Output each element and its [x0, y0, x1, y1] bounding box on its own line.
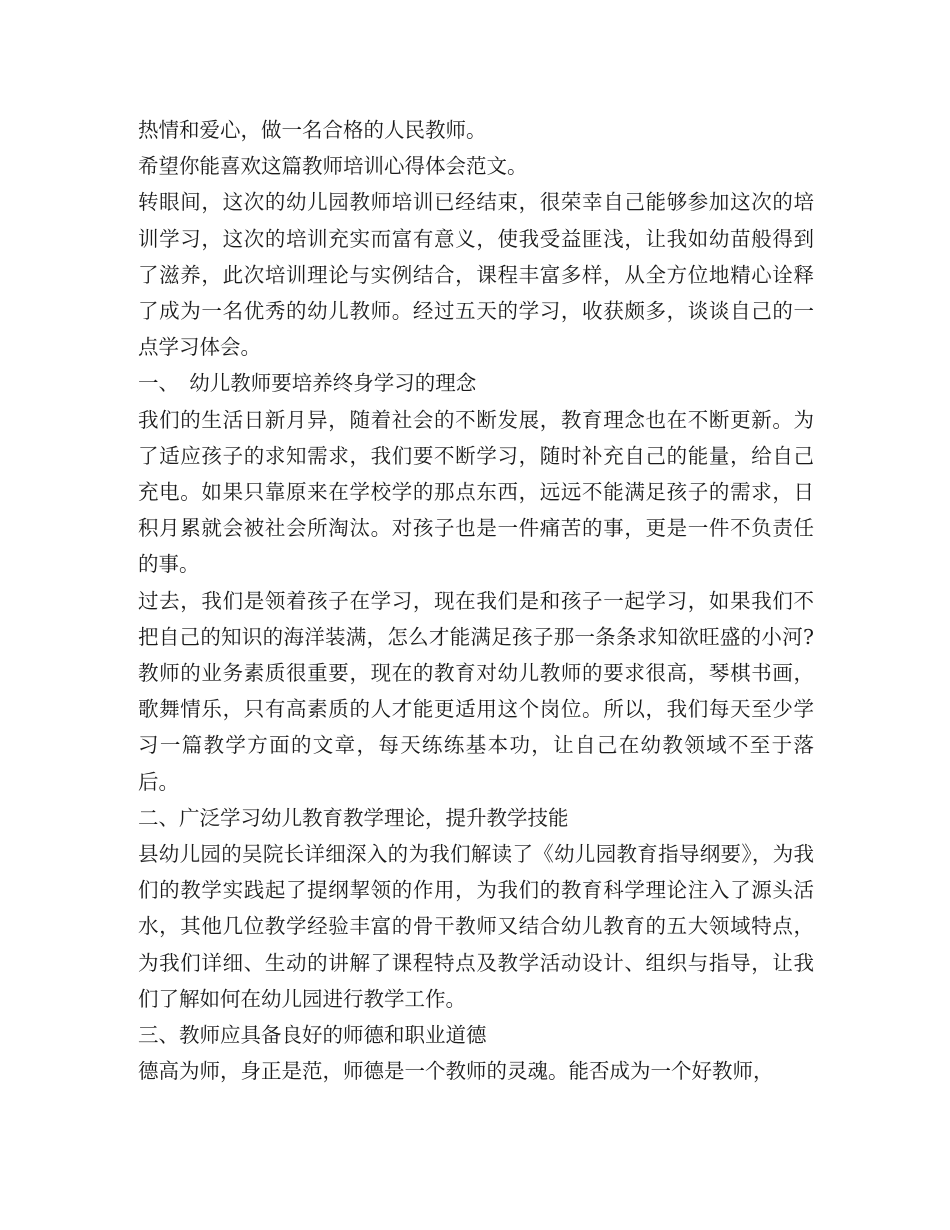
section-heading-1: 一、 幼儿教师要培养终身学习的理念 [138, 371, 477, 396]
paragraph-teaching-theory: 县幼儿园的吴院长详细深入的为我们解读了《幼儿园教育指导纲要》，为我们的教学实践起了提纲挈领的作用，为我们的教育科学理论注入了源头活水，其他几位教学经验丰富的骨干教师又结合幼儿教育的五大领域特点，为我们详细、生动的讲解了课程特点及教学活动设计、组织与指导，让我们了解如何在幼儿园进行教学工作。 [138, 842, 814, 1011]
paragraph-lifelong-learning: 我们的生活日新月异，随着社会的不断发展，教育理念也在不断更新。为了适应孩子的求知需求，我们要不断学习，随时补充自己的能量，给自己充电。如果只靠原来在学校学的那点东西，远远不能满足孩子的需求，日积月累就会被社会所淘汰。对孩子也是一件痛苦的事，更是一件不负责任的事。 [138, 407, 814, 577]
section-heading-2: 二、广泛学习幼儿教育教学理论，提升教学技能 [138, 805, 569, 830]
section-heading-3: 三、教师应具备良好的师德和职业道德 [138, 1023, 487, 1048]
paragraph-teacher-ethics: 德高为师，身正是范，师德是一个教师的灵魂。能否成为一个好教师， [138, 1059, 774, 1084]
paragraph-learning-with-children: 过去，我们是领着孩子在学习，现在我们是和孩子一起学习，如果我们不把自己的知识的海洋装满，怎么才能满足孩子那一条条求知欲旺盛的小河?教师的业务素质很重要，现在的教育对幼儿教师的要求很高，琴棋书画，歌舞情乐，只有高素质的人才能更适用这个岗位。所以，我们每天至少学习一篇教学方面的文章，每天练练基本功，让自己在幼教领域不至于落后。 [138, 588, 814, 794]
document-body [138, 112, 814, 1089]
paragraph-closing-line: 热情和爱心，做一名合格的人民教师。 [138, 118, 487, 142]
paragraph-intro: 转眼间，这次的幼儿园教师培训已经结束，很荣幸自己能够参加这次的培训学习，这次的培训充实而富有意义，使我受益匪浅，让我如幼苗般得到了滋养，此次培训理论与实例结合，课程丰富多样，从全方位地精心诠释了成为一名优秀的幼儿教师。经过五天的学习，收获颇多，谈谈自己的一点学习体会。 [138, 190, 814, 360]
paragraph-wish: 希望你能喜欢这篇教师培训心得体会范文。 [138, 154, 528, 179]
